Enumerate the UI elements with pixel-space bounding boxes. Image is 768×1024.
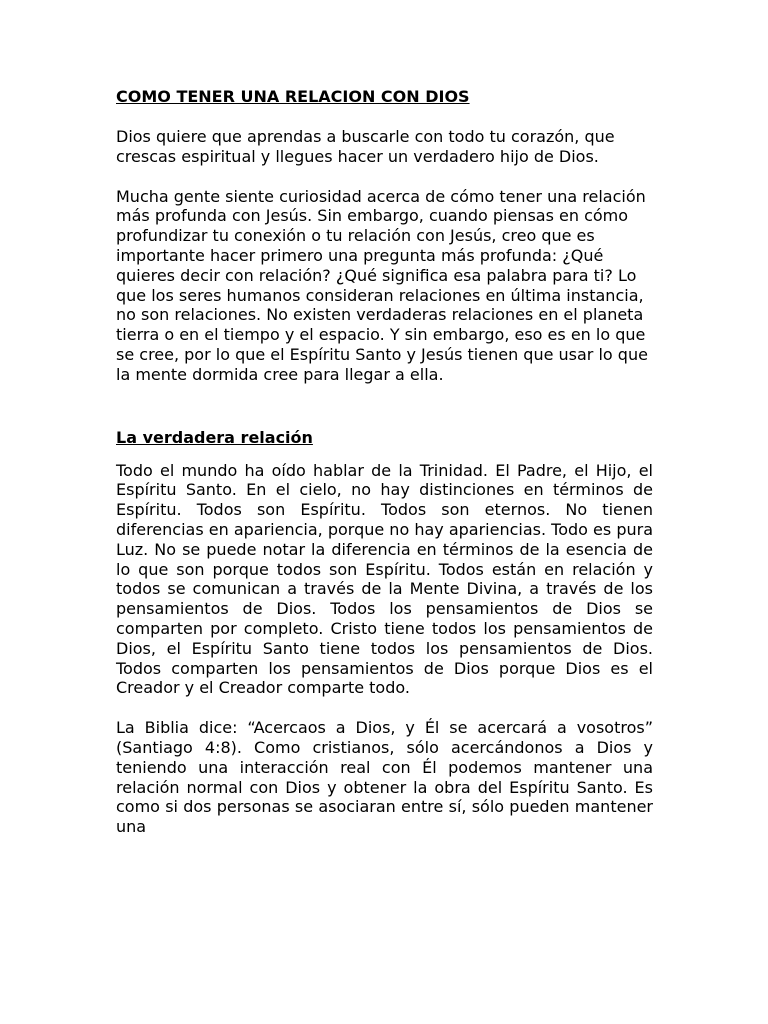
section-heading: La verdadera relación — [116, 427, 313, 447]
document-title: COMO TENER UNA RELACION CON DIOS — [116, 87, 470, 106]
paragraph-bible: La Biblia dice: “Acercaos a Dios, y Él se acercará a vosotros” (Santiago 4:8). Como cristianos, sólo acercándonos a Dios y teniendo una interacción real con Él podemos mantener una relación normal con Dios y obtener la obra del Espíritu Santo. Es como si dos personas se asociaran entre sí, sólo pueden mantener una — [116, 718, 653, 837]
paragraph-curiosity: Mucha gente siente curiosidad acerca de cómo tener una relación más profunda con Jesús. Sin embargo, cuando piensas en cómo profundizar tu conexión o tu relación con Jesús, creo que es importante hacer primero una pregunta más profunda: ¿Qué quieres decir con relación? ¿Qué significa esa palabra para ti? Lo que los seres humanos consideran relaciones en última instancia, no son relaciones. No existen verdaderas relaciones en el planeta tierra o en el tiempo y el espacio. Y sin embargo, eso es en lo que se cree, por lo que el Espíritu Santo y Jesús tienen que usar lo que la mente dormida cree para llegar a ella. — [116, 186, 648, 384]
paragraph-intro: Dios quiere que aprendas a buscarle con todo tu corazón, que crescas espiritual y llegues hacer un verdadero hijo de Dios. — [116, 127, 615, 166]
paragraph-trinity: Todo el mundo ha oído hablar de la Trinidad. El Padre, el Hijo, el Espíritu Santo. En el cielo, no hay distinciones en términos de Espíritu. Todos son Espíritu. Todos son eternos. No tienen diferencias en apariencia, porque no hay apariencias. Todo es pura Luz. No se puede notar la diferencia en términos de la esencia de lo que son porque todos son Espíritu. Todos están en relación y todos se comunican a través de la Mente Divina, a través de los pensamientos de Dios. Todos los pensamientos de Dios se comparten por completo. Cristo tiene todos los pensamientos de Dios, el Espíritu Santo tiene todos los pensamientos de Dios. Todos comparten los pensamientos de Dios porque Dios es el Creador y el Creador comparte todo. — [116, 460, 653, 698]
